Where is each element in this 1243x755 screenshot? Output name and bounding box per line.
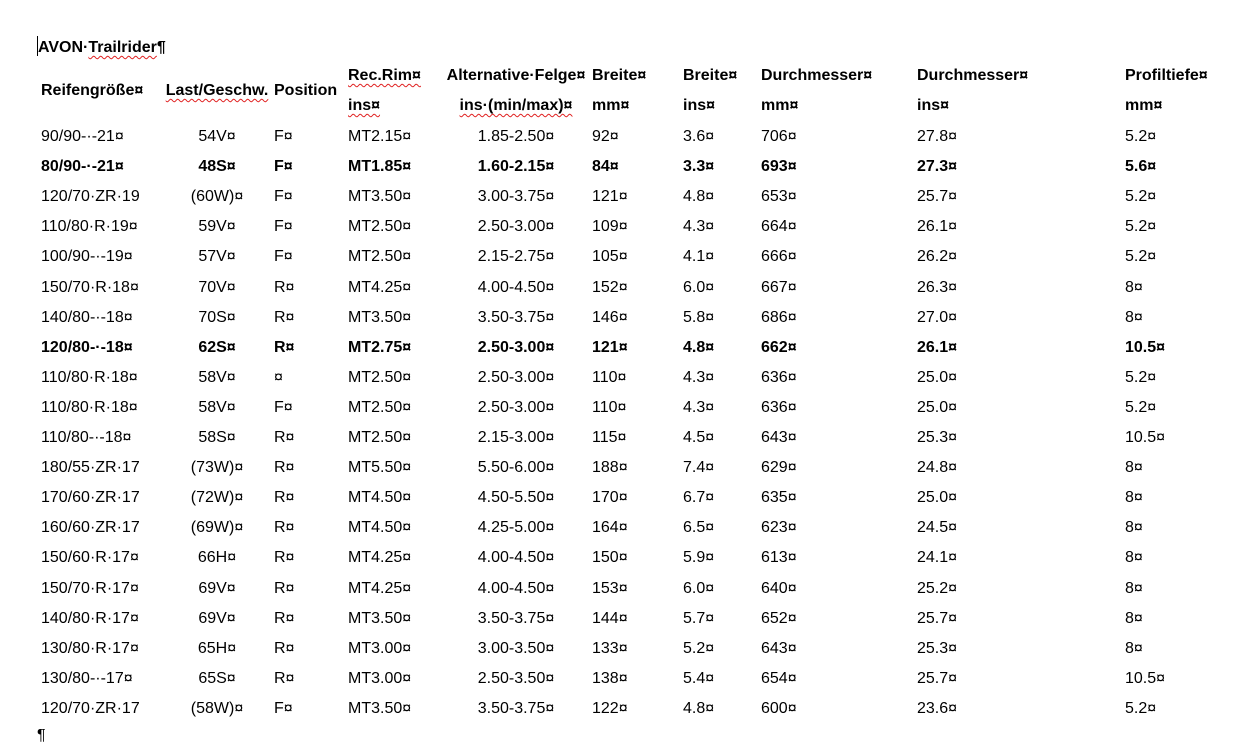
header-subcell: mm¤ (592, 97, 630, 114)
table-cell: 10.5¤ (1125, 339, 1166, 356)
table-cell: 5.8¤ (683, 309, 715, 326)
table-cell: 69V¤ (198, 610, 236, 627)
table-cell: MT2.50¤ (348, 369, 412, 386)
table-cell: 2.50-3.00¤ (477, 218, 555, 235)
table-cell: 110/80-·-18¤ (41, 429, 132, 446)
table-cell: 6.0¤ (683, 279, 715, 296)
table-cell: 59V¤ (198, 218, 236, 235)
table-cell: 693¤ (761, 158, 797, 175)
table-cell: MT2.75¤ (348, 339, 412, 356)
table-cell: 23.6¤ (917, 700, 958, 717)
table-cell: 146¤ (592, 309, 628, 326)
table-cell: 8¤ (1125, 279, 1143, 296)
table-cell: 636¤ (761, 369, 797, 386)
table-cell: 164¤ (592, 519, 628, 536)
table-cell: 4.3¤ (683, 218, 715, 235)
table-cell: 150/70·R·17¤ (41, 580, 139, 597)
header-cell: Reifengröße¤ (41, 82, 144, 99)
table-cell: MT3.50¤ (348, 700, 412, 717)
table-cell: 62S¤ (198, 339, 236, 356)
table-cell: 654¤ (761, 670, 797, 687)
table-cell: 110/80·R·18¤ (41, 399, 138, 416)
table-cell: MT2.50¤ (348, 248, 412, 265)
header-subcell: mm¤ (761, 97, 799, 114)
table-cell: 4.3¤ (683, 369, 715, 386)
table-cell: 8¤ (1125, 459, 1143, 476)
table-cell: MT2.50¤ (348, 218, 412, 235)
table-cell: 664¤ (761, 218, 797, 235)
table-cell: 24.8¤ (917, 459, 958, 476)
table-cell: 130/80-·-17¤ (41, 670, 133, 687)
table-cell: 6.7¤ (683, 489, 715, 506)
table-cell: 84¤ (592, 158, 619, 175)
table-cell: F¤ (274, 399, 293, 416)
header-cell: Durchmesser¤ (761, 67, 873, 84)
table-cell: 140/80·R·17¤ (41, 610, 139, 627)
table-cell: 3.00-3.75¤ (477, 188, 555, 205)
table-cell: 58V¤ (198, 399, 236, 416)
table-cell: 5.2¤ (683, 640, 715, 657)
header-subcell: ins¤ (348, 97, 381, 114)
table-cell: 3.6¤ (683, 128, 715, 145)
table-cell: 26.1¤ (917, 339, 958, 356)
table-cell: MT3.00¤ (348, 670, 412, 687)
header-cell: Breite¤ (683, 67, 738, 84)
table-cell: 4.5¤ (683, 429, 715, 446)
table-cell: 180/55·ZR·17 (41, 459, 140, 476)
table-cell: 120/80-·-18¤ (41, 339, 133, 356)
end-paragraph-mark: ¶ (37, 727, 46, 744)
table-cell: 5.50-6.00¤ (477, 459, 555, 476)
table-cell: 653¤ (761, 188, 797, 205)
table-cell: 10.5¤ (1125, 670, 1166, 687)
table-cell: 5.2¤ (1125, 128, 1157, 145)
table-cell: 24.1¤ (917, 549, 958, 566)
table-cell: 152¤ (592, 279, 628, 296)
table-cell: R¤ (274, 580, 295, 597)
table-cell: 25.3¤ (917, 640, 958, 657)
table-cell: 5.2¤ (1125, 188, 1157, 205)
table-cell: 150/70·R·18¤ (41, 279, 139, 296)
table-cell: (73W)¤ (190, 459, 244, 476)
table-cell: 110¤ (592, 369, 627, 386)
table-cell: MT2.15¤ (348, 128, 412, 145)
table-cell: 4.00-4.50¤ (477, 580, 555, 597)
table-cell: 4.8¤ (683, 700, 715, 717)
table-cell: 100/90-·-19¤ (41, 248, 133, 265)
table-cell: 188¤ (592, 459, 628, 476)
table-cell: 110/80·R·18¤ (41, 369, 138, 386)
table-cell: 160/60·ZR·17 (41, 519, 140, 536)
table-cell: 90/90-·-21¤ (41, 128, 124, 145)
table-cell: 138¤ (592, 670, 628, 687)
table-cell: 3.50-3.75¤ (477, 309, 555, 326)
table-cell: 5.6¤ (1125, 158, 1157, 175)
table-cell: R¤ (274, 519, 295, 536)
table-cell: 5.7¤ (683, 610, 715, 627)
table-cell: R¤ (274, 670, 295, 687)
table-cell: F¤ (274, 218, 293, 235)
table-cell: 4.00-4.50¤ (477, 549, 555, 566)
header-cell: Last/Geschw. (165, 82, 269, 99)
table-cell: 120/70·ZR·17 (41, 700, 140, 717)
table-cell: 170¤ (592, 489, 628, 506)
table-cell: 600¤ (761, 700, 797, 717)
table-cell: 3.50-3.75¤ (477, 700, 555, 717)
header-cell: Durchmesser¤ (917, 67, 1029, 84)
table-cell: 4.25-5.00¤ (477, 519, 555, 536)
table-cell: 6.0¤ (683, 580, 715, 597)
table-cell: 2.15-3.00¤ (477, 429, 555, 446)
table-cell: MT2.50¤ (348, 399, 412, 416)
table-cell: 666¤ (761, 248, 797, 265)
table-cell: R¤ (274, 640, 295, 657)
table-cell: 120/70·ZR·19 (41, 188, 140, 205)
table-cell: 1.85-2.50¤ (477, 128, 555, 145)
table-cell: MT1.85¤ (348, 158, 412, 175)
table-cell: 667¤ (761, 279, 797, 296)
table-cell: 105¤ (592, 248, 628, 265)
table-cell: 58V¤ (198, 369, 236, 386)
table-cell: 2.50-3.50¤ (477, 670, 555, 687)
table-cell: 6.5¤ (683, 519, 715, 536)
table-cell: 636¤ (761, 399, 797, 416)
table-cell: 3.00-3.50¤ (477, 640, 555, 657)
table-cell: 8¤ (1125, 610, 1143, 627)
table-cell: 66H¤ (197, 549, 237, 566)
table-cell: 25.0¤ (917, 369, 958, 386)
table-cell: 4.1¤ (683, 248, 715, 265)
table-cell: 65H¤ (197, 640, 237, 657)
table-cell: R¤ (274, 549, 295, 566)
paragraph-mark: ¶ (156, 39, 166, 56)
table-cell: 26.3¤ (917, 279, 958, 296)
table-cell: 26.1¤ (917, 218, 958, 235)
table-cell: 92¤ (592, 128, 619, 145)
table-cell: 70S¤ (198, 309, 236, 326)
table-cell: 643¤ (761, 429, 797, 446)
table-cell: 640¤ (761, 580, 797, 597)
table-cell: 8¤ (1125, 489, 1143, 506)
table-cell: 706¤ (761, 128, 797, 145)
table-cell: F¤ (274, 248, 293, 265)
table-cell: 5.2¤ (1125, 218, 1157, 235)
table-cell: 150¤ (592, 549, 628, 566)
table-cell: 48S¤ (198, 158, 236, 175)
table-cell: 8¤ (1125, 640, 1143, 657)
table-cell: 121¤ (592, 188, 628, 205)
header-subcell: mm¤ (1125, 97, 1163, 114)
table-cell: 26.2¤ (917, 248, 958, 265)
header-cell: Breite¤ (592, 67, 647, 84)
table-cell: 5.9¤ (683, 549, 715, 566)
table-cell: 25.7¤ (917, 188, 958, 205)
table-cell: 115¤ (592, 429, 627, 446)
table-cell: 2.15-2.75¤ (477, 248, 555, 265)
table-cell: 54V¤ (198, 128, 236, 145)
table-cell: 623¤ (761, 519, 797, 536)
title-word: Trailrider (88, 39, 157, 56)
table-cell: 121¤ (592, 339, 628, 356)
table-cell: MT3.50¤ (348, 309, 412, 326)
table-cell: 25.7¤ (917, 610, 958, 627)
table-cell: 130/80·R·17¤ (41, 640, 139, 657)
table-cell: 27.0¤ (917, 309, 958, 326)
table-cell: 122¤ (592, 700, 628, 717)
table-cell: (69W)¤ (190, 519, 244, 536)
table-cell: 25.0¤ (917, 489, 958, 506)
table-cell: 4.8¤ (683, 188, 715, 205)
header-cell: Profiltiefe¤ (1125, 67, 1208, 84)
title-prefix: AVON· (38, 39, 89, 56)
table-cell: MT4.25¤ (348, 549, 412, 566)
header-subcell: ins¤ (683, 97, 716, 114)
table-cell: 150/60·R·17¤ (41, 549, 139, 566)
table-cell: MT4.25¤ (348, 279, 412, 296)
header-cell: Rec.Rim¤ (348, 67, 421, 84)
table-cell: 57V¤ (198, 248, 236, 265)
table-cell: R¤ (274, 279, 295, 296)
table-cell: 58S¤ (198, 429, 236, 446)
table-cell: MT4.50¤ (348, 489, 412, 506)
table-cell: 5.4¤ (683, 670, 715, 687)
table-cell: (72W)¤ (190, 489, 244, 506)
table-cell: 662¤ (761, 339, 797, 356)
table-cell: 25.2¤ (917, 580, 958, 597)
table-cell: ¤ (274, 369, 283, 386)
table-cell: 25.7¤ (917, 670, 958, 687)
header-cell: Position (274, 82, 338, 99)
document-title[interactable] (37, 36, 166, 57)
table-cell: 25.3¤ (917, 429, 958, 446)
table-cell: 652¤ (761, 610, 797, 627)
table-cell: 5.2¤ (1125, 369, 1157, 386)
table-cell: 643¤ (761, 640, 797, 657)
table-cell: F¤ (274, 128, 293, 145)
table-cell: MT5.50¤ (348, 459, 412, 476)
table-cell: 110/80·R·19¤ (41, 218, 138, 235)
table-cell: 109¤ (592, 218, 628, 235)
table-cell: 27.8¤ (917, 128, 958, 145)
table-cell: 8¤ (1125, 580, 1143, 597)
table-cell: 140/80-·-18¤ (41, 309, 133, 326)
table-cell: 3.50-3.75¤ (477, 610, 555, 627)
table-cell: 69V¤ (198, 580, 236, 597)
table-cell: 170/60·ZR·17 (41, 489, 140, 506)
table-cell: 24.5¤ (917, 519, 958, 536)
table-cell: 4.3¤ (683, 399, 715, 416)
table-cell: 65S¤ (198, 670, 236, 687)
table-cell: MT4.50¤ (348, 519, 412, 536)
table-cell: 144¤ (592, 610, 628, 627)
header-cell: Alternative·Felge¤ (446, 67, 586, 84)
table-cell: MT3.50¤ (348, 188, 412, 205)
table-cell: 5.2¤ (1125, 399, 1157, 416)
table-cell: R¤ (274, 489, 295, 506)
table-cell: MT3.50¤ (348, 610, 412, 627)
header-subcell: ins¤ (917, 97, 950, 114)
table-cell: 629¤ (761, 459, 797, 476)
table-cell: R¤ (274, 429, 295, 446)
table-cell: R¤ (274, 309, 295, 326)
table-cell: 27.3¤ (917, 158, 958, 175)
table-cell: 10.5¤ (1125, 429, 1166, 446)
table-cell: MT2.50¤ (348, 429, 412, 446)
table-cell: R¤ (274, 339, 295, 356)
table-cell: 110¤ (592, 399, 627, 416)
table-cell: 4.50-5.50¤ (477, 489, 555, 506)
table-cell: (60W)¤ (190, 188, 244, 205)
table-cell: 5.2¤ (1125, 248, 1157, 265)
table-cell: (58W)¤ (190, 700, 244, 717)
table-cell: 1.60-2.15¤ (477, 158, 555, 175)
table-cell: 7.4¤ (683, 459, 715, 476)
table-cell: 133¤ (592, 640, 628, 657)
header-subcell: ins·(min/max)¤ (459, 97, 573, 114)
table-cell: 153¤ (592, 580, 628, 597)
table-cell: 4.00-4.50¤ (477, 279, 555, 296)
table-cell: 2.50-3.00¤ (477, 399, 555, 416)
table-cell: 5.2¤ (1125, 700, 1157, 717)
table-cell: 686¤ (761, 309, 797, 326)
table-cell: 613¤ (761, 549, 797, 566)
table-cell: 8¤ (1125, 549, 1143, 566)
table-cell: 8¤ (1125, 519, 1143, 536)
table-cell: 4.8¤ (683, 339, 715, 356)
table-cell: 635¤ (761, 489, 797, 506)
table-cell: 70V¤ (198, 279, 236, 296)
table-cell: MT4.25¤ (348, 580, 412, 597)
table-cell: 8¤ (1125, 309, 1143, 326)
table-cell: MT3.00¤ (348, 640, 412, 657)
table-cell: 25.0¤ (917, 399, 958, 416)
table-cell: 80/90-·-21¤ (41, 158, 124, 175)
table-cell: 2.50-3.00¤ (477, 339, 555, 356)
table-cell: R¤ (274, 459, 295, 476)
table-cell: F¤ (274, 158, 293, 175)
table-cell: R¤ (274, 610, 295, 627)
table-cell: F¤ (274, 700, 293, 717)
table-cell: F¤ (274, 188, 293, 205)
table-cell: 3.3¤ (683, 158, 715, 175)
table-cell: 2.50-3.00¤ (477, 369, 555, 386)
